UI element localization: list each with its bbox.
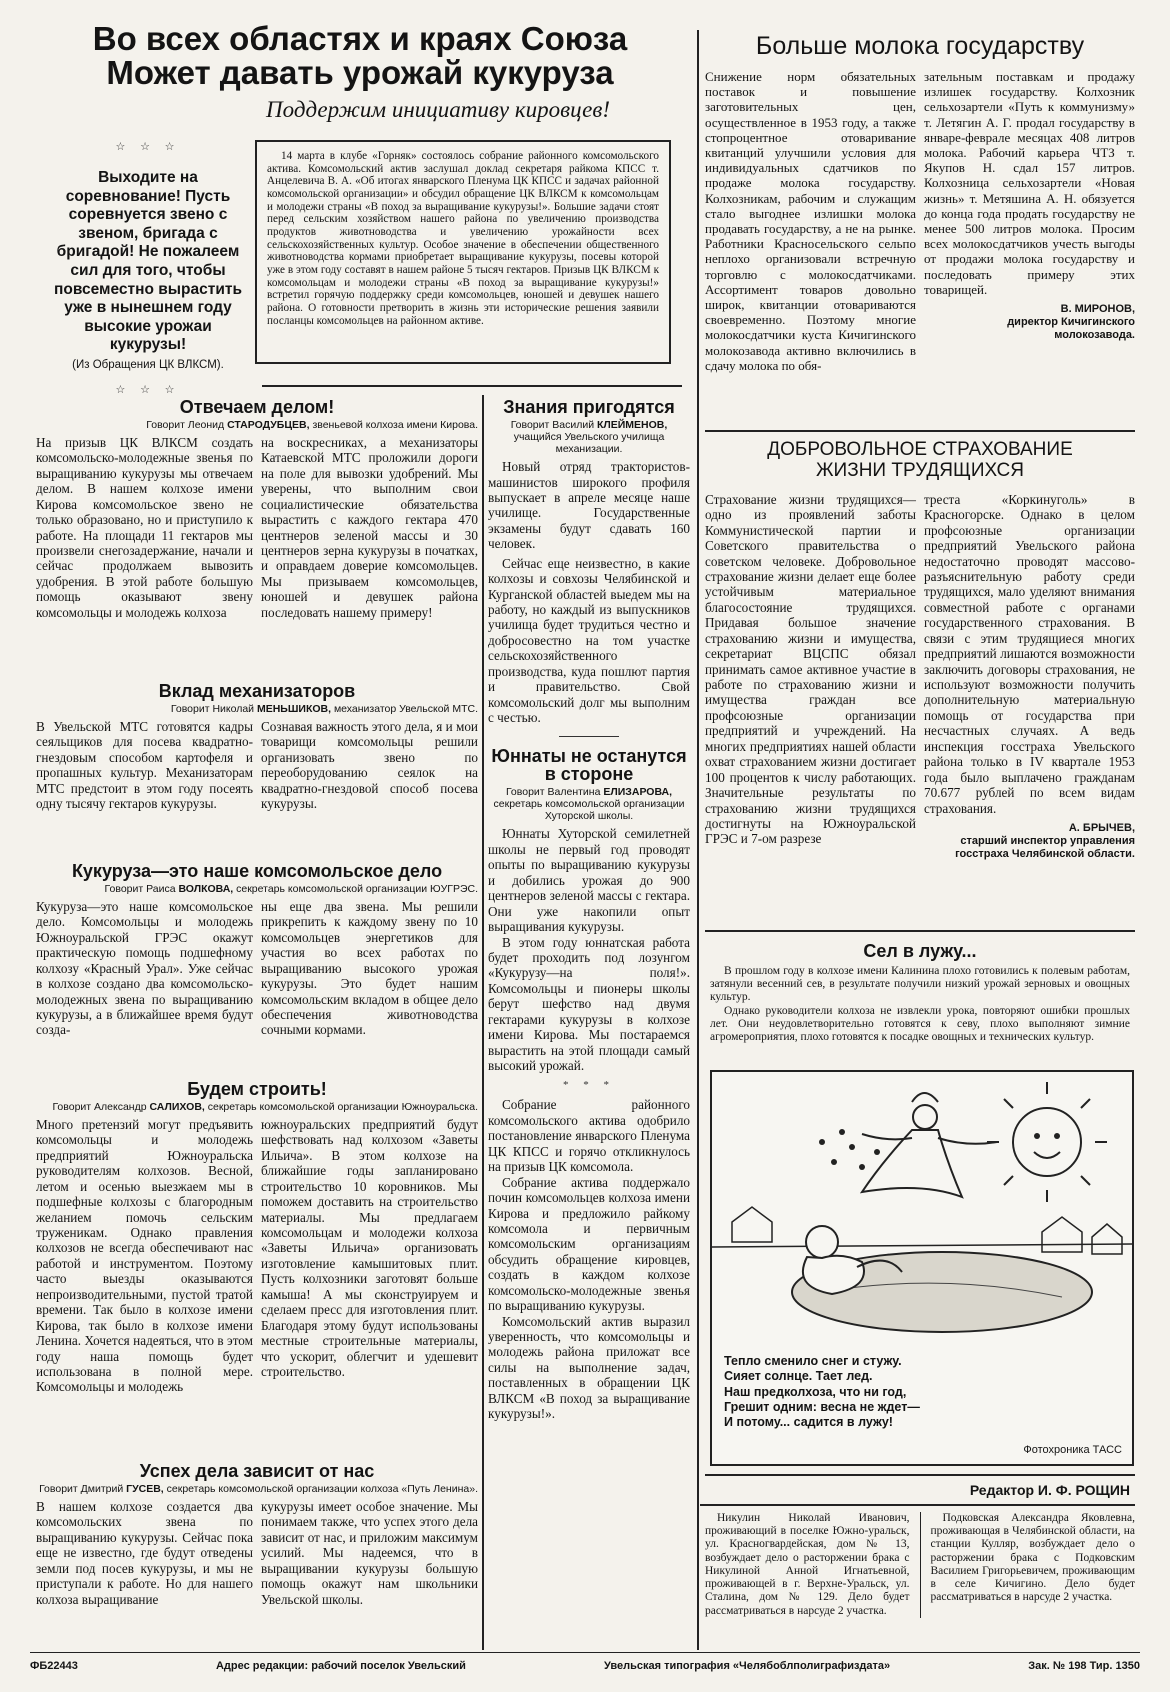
appeal-block xyxy=(50,140,246,396)
article-body xyxy=(36,899,478,1038)
article-col-1: На призыв ЦК ВЛКСМ создать комсомольско-молодежные звенья по выращиванию кукурузы мы отвечаем делом. В нашем колхозе имени Кирова комсомольское звено не только образовано, но и приступило к работе. На площади 11 гектаров мы произвели снегозадержание, начали и сейчас продолжаем вывозить удобрения. В этой работе большую помощь оказывают звену комсомольцы и молодежь колхоза xyxy=(36,434,253,620)
footer-order: Зак. № 198 Тир. 1350 xyxy=(1028,1660,1140,1672)
article-body xyxy=(36,719,478,812)
article-uspeh xyxy=(36,1462,478,1607)
article-otvechaem xyxy=(36,398,478,620)
resolution-text: Собрание районного комсомольского актива одобрило постановление январского Пленума ЦК КПСС и горячо откликнулось на призыв ЦК комсомола. Собрание актива поддержало почин комсомольцев колхоза имени Кирова и предложило райкому комсомола и первичным комсомольским организациям обсудить обращение кировцев, создать в каждом колхозе комсомольско-молодежные звенья по выращиванию кукурузы. Комсомольский актив выразил уверенность, что комсомольцы и молодежь района приложат все силы на выполнение задач, поставленных в обращении ЦК ВЛКСМ «В поход за выращивание кукурузы!». xyxy=(488,1097,690,1422)
article-byline: Говорит Валентина ЕЛИЗАРОВА, секретарь комсомольской организации Хуторской школы. xyxy=(493,786,685,823)
article-col-1: Много претензий могут предъявить комсомольцы и молодежь предприятий Южноуральска руководителям колхозов. Весной, летом и осенью выезжаем мы в подшефные колхозы с благородным желанием помочь сельским труженикам. Однако правления колхозов не всегда обеспечивают нас работой и инструментом. Поэтому часто выезды оказываются непроизводительными, пустой тратой времени. Так было в колхозе имени Кирова, так было в колхозе имени Ленина. Хочется надеяться, что в этом году наша помощь будет использована в полной мере. Комсомольцы и молодежь xyxy=(36,1116,253,1395)
article-col-2: ны еще два звена. Мы решили прикрепить к каждому звену по 10 комсомольцев энергетиков для участия во всех работах по выращиванию высокого урожая кукурузы. Это будет нашим комсомольским вкладом в общее дело обеспечения животноводства сочными кормами. xyxy=(261,898,478,1038)
signature: В. МИРОНОВ, директор Кичигинского молокозавода. xyxy=(1007,303,1135,342)
photo-credit: Фотохроника ТАСС xyxy=(1023,1444,1122,1456)
editor-line: Редактор И. Ф. РОЩИН xyxy=(969,1482,1130,1498)
article-col-2: кукурузы имеет особое значение. Мы понимаем также, что успех этого дела зависит от нас, и приложим максимум усилий. Мы надеемся, что в выращивании кукурузы большую помощь окажут нам школьники Увельской школы. xyxy=(261,1498,478,1607)
appeal-source: (Из Обращения ЦК ВЛКСМ). xyxy=(72,358,224,371)
stars-bottom: ☆ ☆ ☆ xyxy=(115,383,181,396)
spring-figure xyxy=(862,1093,997,1197)
satire-article xyxy=(710,942,1130,1044)
article-budem xyxy=(36,1080,478,1395)
article-title: Успех дела зависит от нас xyxy=(139,1461,375,1481)
article-title: Будем строить! xyxy=(187,1079,327,1099)
appeal-text: Выходите на соревнование! Пусть соревнуется звено с звеном, бригада с бригадой! Не пожалеем сил для того, чтобы повсеместно вырастить уже в нынешнем году высокие урожаи кукурузы! xyxy=(54,169,242,354)
column-rule xyxy=(697,30,699,1650)
article-title: Кукуруза—это наше комсомольское дело xyxy=(71,861,443,881)
sun-icon xyxy=(987,1082,1107,1202)
footer-address: Адрес редакции: рабочий поселок Увельский xyxy=(215,1660,466,1672)
stars-top: ☆ ☆ ☆ xyxy=(115,141,181,153)
tagline: Поддержим инициативу кировцев! xyxy=(266,97,610,123)
article-body xyxy=(705,69,1135,373)
left-masthead xyxy=(40,22,680,123)
article-byline: Говорит Леонид СТАРОДУБЦЕВ, звеньевой колхоза имени Кирова. xyxy=(146,418,478,431)
article-col-1: В Увельской МТС готовятся кадры сеяльщиков для посева квадратно-гнездовым способом картофеля и пропашных культур. Механизаторам МТС предстоит в этом году посеять одну тысячу гектаров кукурузы. xyxy=(36,718,253,812)
article-body xyxy=(36,435,478,620)
horizontal-rule xyxy=(700,1504,1135,1506)
article-byline: Говорит Раиса ВОЛКОВА, секретарь комсомольской организации ЮУГРЭС. xyxy=(104,882,478,895)
footer-press: Увельская типография «Челябоблполиграфиздата» xyxy=(604,1660,891,1672)
horizontal-rule xyxy=(705,430,1135,432)
signature: А. БРЫЧЕВ, старший инспектор управления госстраха Челябинской области. xyxy=(955,821,1135,861)
article-byline: Говорит Александр САЛИХОВ, секретарь комсомольской организации Южноуральска. xyxy=(52,1100,478,1113)
article-col-1: Страхование жизни трудящихся—одно из проявлений заботы Коммунистической партии и Советского правительства о советском человеке. Добровольное страхование жизни делает еще более устойчивым материальное благосостояние трудящихся. Придавая большое значение страхованию жизни и имущества, секретариат ВЦСПС обязал принимать самое активное участие в работе по страхованию жизни и имущества граждан все профсоюзные организации предприятий и учреждений. На многих предприятиях нашей области охват страхованием жизни достигает 100 процентов к числу работающих. Значительные результаты по страхованию жизни трудящихся достигнуты на Южноуральской ГРЭС и 7-ом разрезе xyxy=(705,491,916,847)
article-title: Сел в лужу... xyxy=(863,941,977,961)
article-col-2: южноуральских предприятий будут шефствовать над колхозом «Заветы Ильича». В этом колхозе на ближайшие годы запланировано строительство 10 коровников. Мы поможем доставить на строительство материалы. Мы предлагаем комсомольцам и молодежи колхоза «Заветы Ильича» организовать изготовление камышитовых плит. Пусть колхозники заготовят больше камыша! А мы сконструируем и сделаем пресс для изготовления плит. Благодаря этому будут использованы местные строительные материалы, что ускорит, облегчит и удешевит строительство. xyxy=(261,1116,478,1379)
article-title: Юннаты не останутся в стороне xyxy=(491,745,687,785)
article-col-2: Сознавая важность этого дела, я и мои товарищи комсомольцы решили организовать звено по переоборудованию сеялок на квадратно-гнездовой способ посева кукурузы. xyxy=(261,718,478,812)
article-col-1: Снижение норм обязательных поставок и повышение заготовительных цен, осуществленное в 1953 году, а также стопроцентное отоваривание квитанций улучшили условия для индивидуальных сдатчиков по продаже молока государству. Колхозникам, рабочим и служащим стало выгоднее излишки молока продавать государству, а не на рынке. Работники Красносельского сельпо неплохо организовали встречную торговлю с молокосдатчиками. Ассортимент товаров довольно широк, квитанции отовариваются своевременно. Поэтому многие молокосдатчики куста Кичигинского молокозавода активно включились в сдачу молока по обя- xyxy=(705,69,916,373)
horizontal-rule xyxy=(705,930,1135,932)
cartoon-illustration xyxy=(712,1072,1132,1342)
insurance-article xyxy=(705,440,1135,862)
column-rule xyxy=(482,395,484,1650)
article-title: Вклад механизаторов xyxy=(158,681,356,701)
article-body xyxy=(36,1499,478,1607)
middle-column xyxy=(488,398,690,1422)
notice-1: Никулин Николай Иванович, проживающий в поселке Южно-уральск, ул. Красногвардейская, дом № 13, возбуждает дело о расторжении брака с Никулиной Анной Игнатьевной, проживающей в г. Верхне-Уральск, ул. Сталина, дом № 129. Дело будет рассматриваться в нарсуде 2 участка. xyxy=(705,1512,910,1617)
article-title: ДОБРОВОЛЬНОЕ СТРАХОВАНИЕ ЖИЗНИ ТРУДЯЩИХСЯ xyxy=(767,439,1073,481)
article-byline: Говорит Дмитрий ГУСЕВ, секретарь комсомольской организации колхоза «Путь Ленина». xyxy=(39,1482,478,1495)
village-houses xyxy=(712,1207,1132,1254)
article-col-2: зательным поставкам и продажу излишек государству. Колхозник сельхозартели «Путь к коммунизму» т. Летягин А. Г. продал государству в январе-феврале месяцах 408 литров молока. Рабочий карьера ЧТЗ т. Якупов Н. сдал 157 литров. Колхозница сельхозартели «Новая жизнь» т. Метяшина А. Н. обязуется до конца года продать государству не менее 500 литров молока. Просим всех молокосдатчиков учесть выгоды от продажи молока государству и последовать примеру этих товарищей. В. МИРОНОВ, директор Кичигинского молокозавода. xyxy=(924,69,1135,342)
article-kukuruza xyxy=(36,862,478,1038)
footer xyxy=(30,1660,1140,1672)
milk-article xyxy=(705,32,1135,373)
article-body: Юннаты Хуторской семилетней школы не первый год проводят опыты по выращиванию кукурузы и добились урожая до 900 центнеров зеленой массы с гектара. Они уже накопили опыт выращивания кукурузы. В этом году юннатская работа будет проходить под лозунгом «Кукурузу—на поля!». Комсомольцы и пионеры школы берут шефство над двумя гектарами кукурузы в колхозе имени Кирова. Мы постараемся вырастить на этой площади самый высокий урожай. xyxy=(488,826,690,1074)
cartoon-frame xyxy=(710,1070,1134,1466)
article-col-1: Кукуруза—это наше комсомольское дело. Комсомольцы и молодежь Южноуральской ГРЭС окажут практическую помощь подшефному колхозу «Красный Урал». Уже сейчас в колхозе создано два комсомольско-молодежных звена по выращиванию кукурузы, а в ближайшее время будут созда- xyxy=(36,898,253,1038)
horizontal-rule xyxy=(262,385,682,387)
cartoon-poem: Тепло сменило снег и стужу. Сияет солнце. Тает лед. Наш предколхоза, что ни год, Грешит одним: весна не ждет— И потому... садится в лужу! xyxy=(724,1354,920,1429)
legal-notices xyxy=(705,1512,1135,1618)
article-col-2: на воскресниках, а механизаторы Катаевской МТС проложили дороги на поле для вывозки удобрений. Мы уверены, что выполним свои социалистические обязательства вырастить с каждого гектара 470 центнеров зеленой массы и 30 центнеров зерна кукурузы в початках, и оправдаем доверие комсомольцев. Мы призываем комсомольцев, юношей и девушек района последовать нашему примеру! xyxy=(261,434,478,620)
article-body: В прошлом году в колхозе имени Калинина плохо готовились к полевым работам, затянули весенний сев, в результате получили низкий урожай зерновых и овощных культур. Однако руководители колхоза не извлекли урока, повторяют ошибки прошлых лет. Они неудовлетворительно готовятся к севу, плохо выполняют зимние агромероприятия, плохо готовятся к посадке овощных и технических культур. xyxy=(710,964,1130,1043)
notice-2: Подковская Александра Яковлевна, проживающая в Челябинской области, на станции Кулляр, возбуждает дело о расторжении брака с Подковским Василием Григорьевичем, проживающим в селе Кичигино. Дело будет рассматриваться в нарсуде 2 участка. xyxy=(930,1512,1135,1604)
article-vklad xyxy=(36,682,478,812)
lead-box: 14 марта в клубе «Горняк» состоялось собрание районного комсомольского актива. Комсомольский актив заслушал доклад секретаря райкома КПСС т. Анцелевича В. А. «Об итогах январского Пленума ЦК КПСС и задачах районной комсомольской организации» и обсудил обращение ЦК ВЛКСМ к комсомольцам и молодежи страны «В поход за выращивание кукурузы!». Большие задачи стоят перед сельским хозяйством нашего района по увеличению производства продуктов животноводства и увеличению урожайности всех сельскохозяйственных культур. Особое значение в обеспечении общественного животноводства кормами приобретает выращивание кукурузы, посевы которой уже в этом году составят в нашем районе 5 тысяч гектаров. Призыв ЦК ВЛКСМ к комсомольцам и молодежи страны «В поход за выращивание кукурузы!» встретил горячую поддержку среди комсомольцев, юношей и девушек нашего района. О готовности претворить в жизнь эти исторические решения заявили посланцы комсомольцев на районном активе. xyxy=(255,140,671,364)
article-title: Знания пригодятся xyxy=(503,397,675,417)
flower-petals xyxy=(819,1129,880,1170)
article-title: Больше молока государству xyxy=(755,32,1085,60)
article-col-1: В нашем колхозе создается два комсомольских звена по выращиванию кукурузы. Сейчас пока еще не известно, где будут отведены земли под посев кукурузы, и мы не приступали к работе. Но для нашего колхоза выращивание xyxy=(36,1498,253,1607)
headline-line-2: Может давать урожай кукуруза xyxy=(106,53,614,91)
notice-divider xyxy=(920,1512,921,1618)
footer-code: ФБ22443 xyxy=(30,1660,78,1672)
stars-divider: * * * xyxy=(563,1079,615,1092)
article-body xyxy=(705,492,1135,862)
horizontal-rule xyxy=(705,1474,1135,1476)
article-col-2: треста «Коркинуголь» в Красногорске. Однако в целом профсоюзные организации предприятий Увельского района недостаточно проводят массово-разъяснительную работу среди трудящихся, мало уделяют внимания совместной работе с органами государственного страхования. В связи с этим трудящиеся многих предприятий лишаются возможности заключить договоры страхования, не используют возможности получить дополнительную материальную помощь от государства при несчастных случаях. А ведь инспекция госстраха Увельского района только в IV квартале 1953 года было выплачено гражданам 70.677 рублей по всем видам страхования. А. БРЫЧЕВ, старший инспектор управления госстраха Челябинской области. xyxy=(924,491,1135,861)
article-body: Новый отряд трактористов-машинистов широкого профиля выпускает в апреле месяце наше училище. Государственные экзамены будут сдавать 160 человек. Сейчас еще неизвестно, в какие колхозы и совхозы Челябинской и Курганской областей выедем мы на работу, но каждый из выпускников училища будет трудиться честно и добросовестно на том участке сельскохозяйственного производства, куда пошлют партия и правительство. Свой комсомольский долг мы выполним с честью. xyxy=(488,459,690,726)
article-body xyxy=(36,1117,478,1395)
headline-line-1: Во всех областях и краях Союза xyxy=(92,20,628,57)
separator xyxy=(559,736,619,737)
article-byline: Говорит Василий КЛЕЙМЕНОВ, учащийся Увельского училища механизации. xyxy=(510,418,668,456)
article-byline: Говорит Николай МЕНЬШИКОВ, механизатор Увельской МТС. xyxy=(170,702,478,715)
article-title: Отвечаем делом! xyxy=(179,397,335,417)
footer-rule xyxy=(30,1652,1140,1653)
